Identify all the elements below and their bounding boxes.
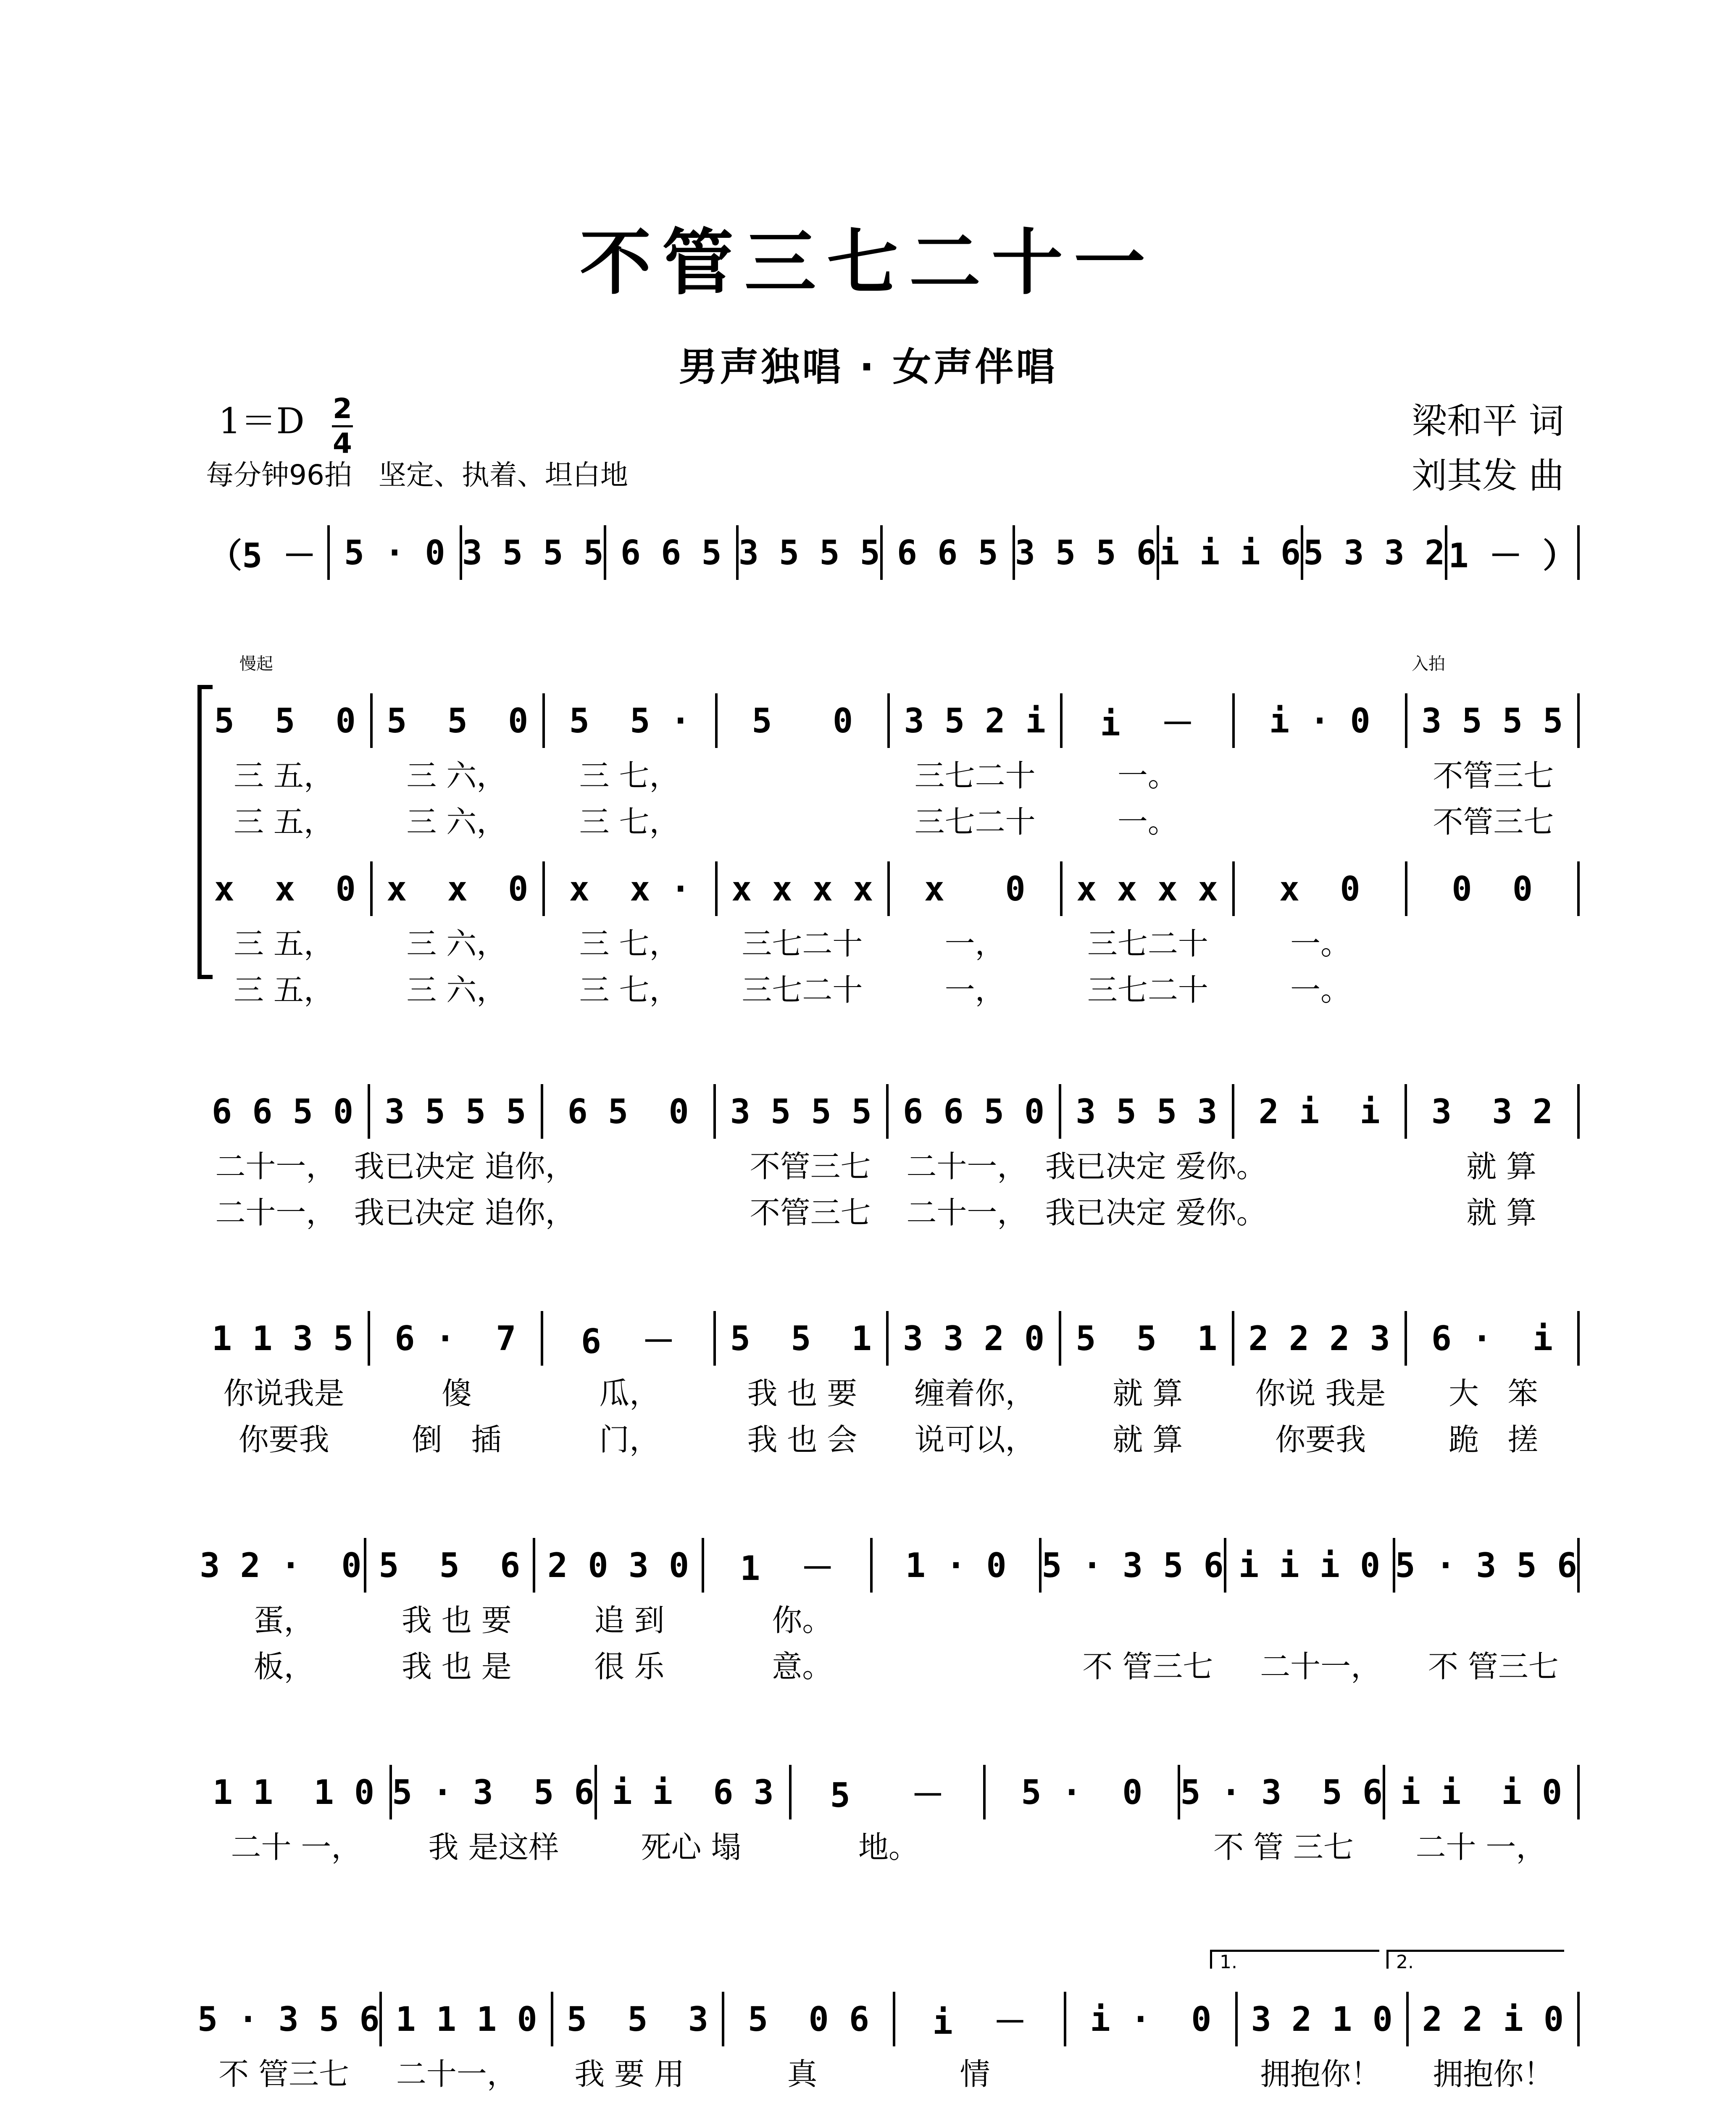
lyric-cell: 三七二十 bbox=[914, 758, 1036, 793]
lyric-cell: 门， bbox=[599, 1422, 660, 1457]
lyric-cell bbox=[889, 1643, 1061, 1685]
lyric-cell: 二十一， bbox=[906, 1149, 1028, 1184]
lyric-cell: 三 六， bbox=[406, 972, 507, 1008]
lyric-cell bbox=[1407, 966, 1580, 1008]
lyric-cell: 拥抱你！ bbox=[1433, 2056, 1554, 2092]
lyric-cell: 就 算 bbox=[1113, 1376, 1183, 1411]
measure: 5 · 3 5 6 bbox=[392, 1765, 597, 1819]
measure: 5 5 · bbox=[545, 693, 718, 748]
lyric-cell: 一。 bbox=[1290, 926, 1351, 961]
system-8-lyric1 bbox=[197, 2051, 1580, 2093]
lyric-cell bbox=[576, 1189, 732, 1231]
lyric-cell bbox=[1407, 920, 1580, 962]
lyric-cell: 二十一， bbox=[396, 2056, 517, 2092]
lyric-cell: 不 管三七 bbox=[1082, 1649, 1213, 1684]
measure: 6 6 5 bbox=[883, 525, 1015, 580]
lyric-cell: 我已决定 追你， bbox=[354, 1149, 576, 1184]
lyric-cell: 三 七， bbox=[579, 758, 680, 793]
lyric-cell: 三 五， bbox=[234, 758, 334, 793]
lyric-cell bbox=[576, 1143, 732, 1185]
measure: 5 5 1 bbox=[1061, 1311, 1234, 1366]
lyric-cell: 死心 塌 bbox=[641, 1830, 742, 1865]
lyric-cell: 说可以， bbox=[914, 1422, 1036, 1457]
measure: i i i 0 bbox=[1226, 1538, 1395, 1593]
measure: 3 5 5 5 bbox=[716, 1084, 889, 1139]
system-4-lyric1 bbox=[197, 1143, 1580, 1185]
lyric-cell: 不管三七 bbox=[1433, 758, 1554, 793]
measure: i · 0 bbox=[1066, 1992, 1237, 2046]
second-ending-bracket bbox=[1386, 1950, 1564, 1973]
lyric-cell: 你说 我是 bbox=[1255, 1376, 1386, 1411]
lyric-cell bbox=[889, 1597, 1061, 1639]
system-8-notes bbox=[197, 1992, 1580, 2046]
lyric-cell: 一。 bbox=[1117, 804, 1178, 840]
measure: 3 2 · 0 bbox=[197, 1538, 366, 1593]
lyric-cell: 地。 bbox=[858, 1830, 919, 1865]
lyric-cell: 拥抱你！ bbox=[1260, 2056, 1381, 2092]
lyric-cell: 二十一， bbox=[215, 1149, 337, 1184]
measure: 5 5 0 bbox=[373, 693, 545, 748]
measure: 6 · i bbox=[1407, 1311, 1580, 1366]
measure: 5 · 3 5 6 bbox=[1395, 1538, 1580, 1593]
song-subtitle: 男声独唱 · 女声伴唱 bbox=[679, 345, 1057, 390]
lyric-cell: 我 也 是 bbox=[401, 1649, 512, 1684]
system-2-notes bbox=[197, 693, 1580, 748]
lyric-cell: 我 也 要 bbox=[747, 1376, 857, 1411]
lyric-cell: 三七二十 bbox=[742, 926, 863, 961]
measure: 3 2 1 0 bbox=[1238, 1992, 1409, 2046]
lyric-cell: 不 管三七 bbox=[218, 2056, 350, 2092]
lyric-cell bbox=[716, 798, 889, 840]
measure: x x x x bbox=[718, 861, 890, 916]
measure: 1 1 3 5 bbox=[197, 1311, 370, 1366]
first-ending-bracket bbox=[1210, 1950, 1379, 1973]
slow-start-mark: 慢起 bbox=[239, 654, 273, 674]
lyric-cell: 我已决定 爱你。 bbox=[1045, 1149, 1267, 1184]
key-signature: 1＝D bbox=[218, 400, 305, 442]
lyric-cell: 真 bbox=[787, 2056, 818, 2092]
measure: 3 5 5 5 bbox=[739, 525, 883, 580]
measure: x 0 bbox=[890, 861, 1063, 916]
lyric-cell: 傻 bbox=[441, 1376, 472, 1411]
song-title: 不管三七二十一 bbox=[579, 221, 1156, 305]
lyric-cell: 我已决定 追你， bbox=[354, 1195, 576, 1230]
measure: 3 3 2 bbox=[1407, 1084, 1580, 1139]
lyric-cell: 追 到 bbox=[594, 1603, 665, 1638]
system-7-lyric1 bbox=[197, 1824, 1580, 1866]
lyricist-credit: 梁和平 词 bbox=[1412, 400, 1564, 442]
measure: x x 0 bbox=[197, 861, 373, 916]
lyric-cell: 就 算 bbox=[1466, 1195, 1537, 1230]
time-signature bbox=[332, 392, 353, 460]
lyric-cell bbox=[1234, 798, 1407, 840]
lyric-cell: 三 六， bbox=[406, 758, 507, 793]
lyric-cell: 倒 插 bbox=[412, 1422, 502, 1457]
lyric-cell: 三 七， bbox=[579, 926, 680, 961]
lyric-cell: 一， bbox=[944, 926, 1005, 961]
second-ending-label: 2. bbox=[1396, 1951, 1414, 1973]
lyric-cell: 就 算 bbox=[1466, 1149, 1537, 1184]
lyric-cell: 三 七， bbox=[579, 972, 680, 1008]
measure: 3 5 5 6 bbox=[1015, 525, 1159, 580]
lyric-cell: 三七二十 bbox=[1087, 972, 1208, 1008]
measure: 2 0 3 0 bbox=[535, 1538, 704, 1593]
lyric-cell: 不 管三七 bbox=[1428, 1649, 1559, 1684]
measure: x x · bbox=[545, 861, 718, 916]
lyric-cell: 一。 bbox=[1290, 972, 1351, 1008]
measure: 5 · 3 5 6 bbox=[1180, 1765, 1385, 1819]
measure: i － bbox=[895, 1992, 1066, 2046]
lyric-cell bbox=[1061, 1597, 1234, 1639]
lyric-cell: 三 五， bbox=[234, 926, 334, 961]
measure: 2 i i bbox=[1234, 1084, 1407, 1139]
measure: 6 6 5 0 bbox=[197, 1084, 370, 1139]
measure: 5 5 3 bbox=[553, 1992, 724, 2046]
lyric-cell: 三 五， bbox=[234, 972, 334, 1008]
measure: 6 － bbox=[543, 1311, 716, 1366]
system-4-notes bbox=[197, 1084, 1580, 1139]
lyric-cell: 蛋， bbox=[253, 1603, 314, 1638]
lyric-cell bbox=[1407, 1597, 1580, 1639]
measure: 2 2 i 0 bbox=[1409, 1992, 1580, 2046]
system-5-lyric2 bbox=[197, 1416, 1580, 1458]
measure: 6 6 5 0 bbox=[889, 1084, 1061, 1139]
measure: 1 1 1 0 bbox=[382, 1992, 553, 2046]
measure: 5 0 bbox=[718, 693, 890, 748]
lyric-cell: 二十 一， bbox=[1415, 1830, 1547, 1865]
measure: 0 0 bbox=[1407, 861, 1580, 916]
lyric-cell: 二十一， bbox=[215, 1195, 337, 1230]
measure: 3 3 2 0 bbox=[889, 1311, 1061, 1366]
system-7-notes bbox=[197, 1765, 1580, 1819]
lyric-cell: 二十 一， bbox=[231, 1830, 362, 1865]
lyric-cell: 我 也 要 bbox=[401, 1603, 512, 1638]
lyric-cell: 就 算 bbox=[1113, 1422, 1183, 1457]
measure: 6 · 7 bbox=[370, 1311, 543, 1366]
measure: i i i 0 bbox=[1385, 1765, 1580, 1819]
system-6-lyric2 bbox=[197, 1643, 1580, 1685]
lyric-cell: 一。 bbox=[1117, 758, 1178, 793]
measure: i － bbox=[1063, 693, 1235, 748]
measure: 3 5 5 5 bbox=[370, 1084, 543, 1139]
measure: x x 0 bbox=[373, 861, 545, 916]
system-6-notes bbox=[197, 1538, 1580, 1593]
lyric-cell: 你说我是 bbox=[223, 1376, 345, 1411]
lyric-cell: 你要我 bbox=[1275, 1422, 1366, 1457]
measure: 1 － ） bbox=[1447, 525, 1580, 580]
lyric-cell bbox=[1267, 1143, 1423, 1185]
lyric-cell: 三 六， bbox=[406, 804, 507, 840]
measure: 1 · 0 bbox=[873, 1538, 1042, 1593]
lyric-cell: 二十一， bbox=[906, 1195, 1028, 1230]
measure: 3 5 5 5 bbox=[462, 525, 606, 580]
tempo-marking: 每分钟96拍 坚定、执着、坦白地 bbox=[206, 459, 628, 491]
lyric-cell: 你要我 bbox=[238, 1422, 329, 1457]
lyric-cell: 意。 bbox=[772, 1649, 833, 1684]
lyric-cell: 我已决定 爱你。 bbox=[1045, 1195, 1267, 1230]
lyric-cell: 我 也 会 bbox=[747, 1422, 857, 1457]
measure: i i 6 3 bbox=[597, 1765, 792, 1819]
system-2-lyric1 bbox=[197, 752, 1580, 794]
in-tempo-mark: 入拍 bbox=[1412, 654, 1445, 674]
system-6-lyric1 bbox=[197, 1597, 1580, 1639]
system-5-lyric1 bbox=[197, 1370, 1580, 1412]
measure: x 0 bbox=[1235, 861, 1407, 916]
lyric-cell bbox=[716, 752, 889, 794]
system-3-notes bbox=[197, 861, 1580, 916]
measure: 5 5 6 bbox=[366, 1538, 535, 1593]
meter-bottom: 4 bbox=[333, 427, 352, 460]
lyric-cell: 我 要 用 bbox=[574, 2056, 685, 2092]
lyric-cell bbox=[1267, 1189, 1423, 1231]
lyric-cell: 二十一， bbox=[1260, 1649, 1381, 1684]
system-3-lyric1 bbox=[197, 920, 1580, 962]
measure: 3 5 5 3 bbox=[1061, 1084, 1234, 1139]
measure: i · 0 bbox=[1235, 693, 1407, 748]
lyric-cell: 三七二十 bbox=[1087, 926, 1208, 961]
lyric-cell: 一， bbox=[944, 972, 1005, 1008]
lyric-cell: 三七二十 bbox=[742, 972, 863, 1008]
measure: 5 0 6 bbox=[724, 1992, 895, 2046]
lyric-cell: 三 六， bbox=[406, 926, 507, 961]
lyric-cell: 情 bbox=[960, 2056, 990, 2092]
system-4-lyric2 bbox=[197, 1189, 1580, 1231]
measure: 1 1 1 0 bbox=[197, 1765, 392, 1819]
lyric-cell bbox=[1234, 752, 1407, 794]
lyric-cell: 你。 bbox=[772, 1603, 833, 1638]
measure: （5 － bbox=[197, 525, 330, 580]
lyric-cell: 不 管 三七 bbox=[1213, 1830, 1354, 1865]
measure: 5 5 0 bbox=[197, 693, 373, 748]
lyric-cell: 瓜， bbox=[599, 1376, 660, 1411]
lyric-cell bbox=[1234, 1597, 1407, 1639]
lyric-cell: 三 七， bbox=[579, 804, 680, 840]
system-2-lyric2 bbox=[197, 798, 1580, 840]
measure: 1 － bbox=[704, 1538, 873, 1593]
lyric-cell: 跪 搓 bbox=[1449, 1422, 1538, 1457]
lyric-cell: 不管三七 bbox=[1433, 804, 1554, 840]
system-5-notes bbox=[197, 1311, 1580, 1366]
measure: 5 · 3 5 6 bbox=[1042, 1538, 1226, 1593]
lyric-cell bbox=[987, 1824, 1185, 1866]
measure: 2 2 2 3 bbox=[1234, 1311, 1407, 1366]
composer-credit: 刘其发 曲 bbox=[1412, 455, 1564, 496]
measure: 6 6 5 bbox=[606, 525, 739, 580]
lyric-cell: 很 乐 bbox=[594, 1649, 665, 1684]
lyric-cell: 我 是这样 bbox=[428, 1830, 559, 1865]
lyric-cell: 不管三七 bbox=[750, 1149, 871, 1184]
measure: 3 5 2 i bbox=[890, 693, 1063, 748]
lyric-cell: 不管三七 bbox=[750, 1195, 871, 1230]
lyric-cell: 缠着你， bbox=[914, 1376, 1036, 1411]
measure: 5 · 0 bbox=[986, 1765, 1180, 1819]
measure: 6 5 0 bbox=[543, 1084, 716, 1139]
measure: 5 · 3 5 6 bbox=[197, 1992, 382, 2046]
system-3-lyric2 bbox=[197, 966, 1580, 1008]
lyric-cell: 板， bbox=[253, 1649, 314, 1684]
lyric-cell bbox=[1061, 2051, 1234, 2093]
first-ending-label: 1. bbox=[1220, 1951, 1237, 1973]
measure: 5 － bbox=[792, 1765, 986, 1819]
measure: i i i 6 bbox=[1159, 525, 1303, 580]
measure: x x x x bbox=[1063, 861, 1235, 916]
meter-top: 2 bbox=[333, 392, 352, 425]
measure: 3 5 5 5 bbox=[1407, 693, 1580, 748]
lyric-cell: 三 五， bbox=[234, 804, 334, 840]
system-1-notes bbox=[197, 525, 1580, 580]
measure: 5 · 0 bbox=[330, 525, 462, 580]
lyric-cell: 大 笨 bbox=[1449, 1376, 1538, 1411]
measure: 5 5 1 bbox=[716, 1311, 889, 1366]
measure: 5 3 3 2 bbox=[1303, 525, 1447, 580]
lyric-cell: 三七二十 bbox=[914, 804, 1036, 840]
